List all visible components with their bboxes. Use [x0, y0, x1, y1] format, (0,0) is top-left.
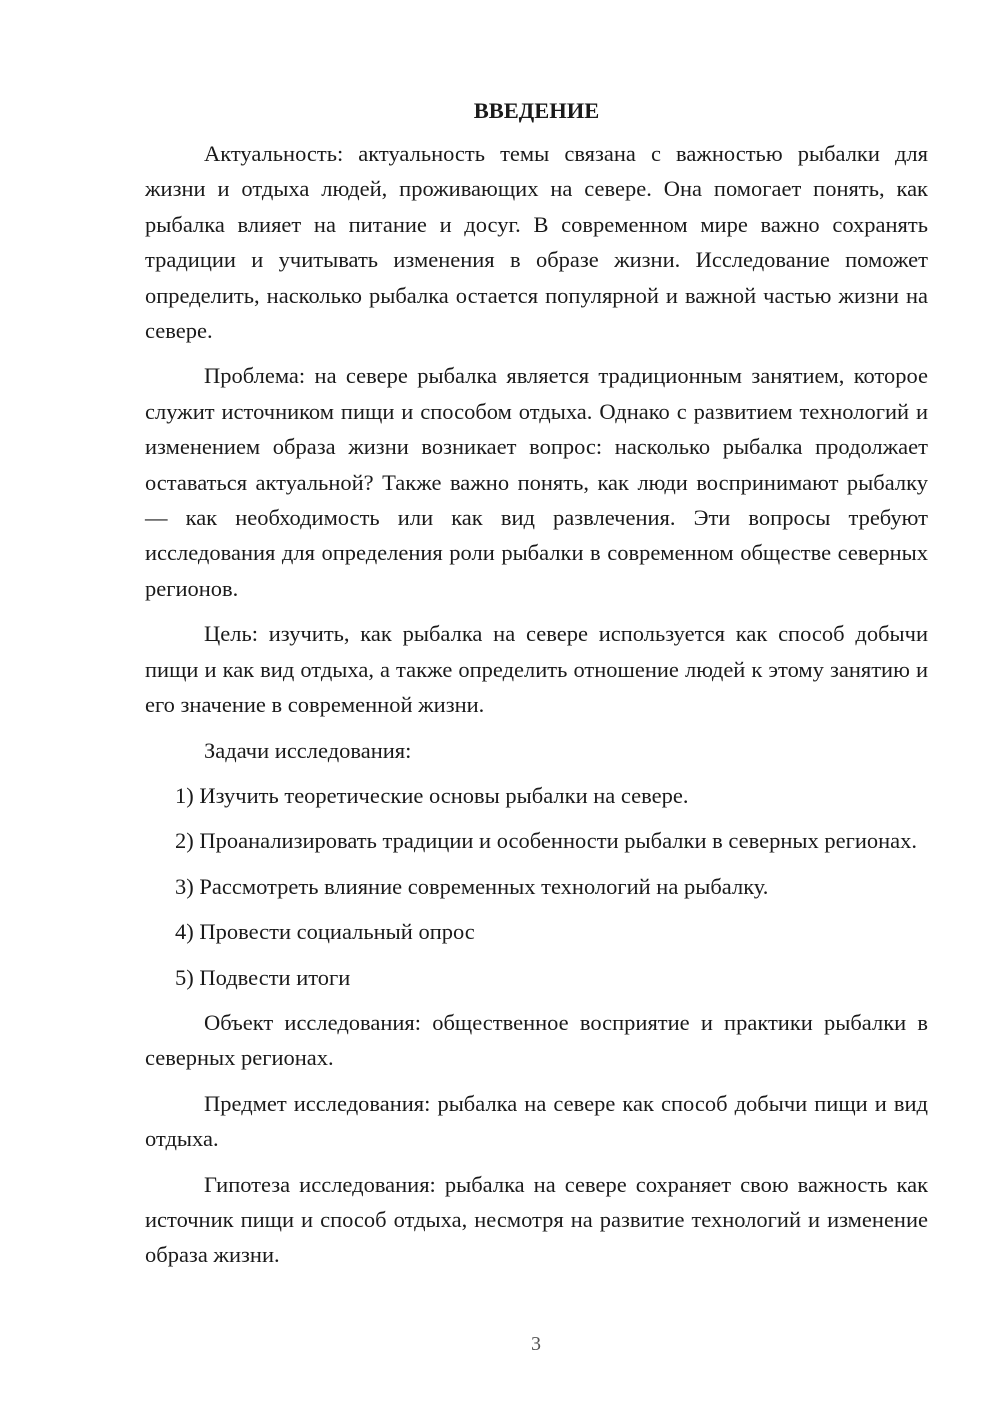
section-title: ВВЕДЕНИЕ	[473, 98, 600, 123]
paragraph-tasks-heading: Задачи исследования:	[204, 737, 412, 763]
task-item-1: 1) Изучить теоретические основы рыбалки на севере.	[175, 782, 689, 808]
paragraph-subject: Предмет исследования: рыбалка на севере как способ добычи пищи и вид отдыха.	[145, 1090, 928, 1152]
task-item-3: 3) Рассмотреть влияние современных технологий на рыбалку.	[175, 873, 769, 899]
paragraph-goal: Цель: изучить, как рыбалка на севере используется как способ добычи пищи и как вид отдыха, а также определить отношение людей к этому занятию и его значение в современной жизни.	[145, 621, 928, 718]
paragraph-hypothesis: Гипотеза исследования: рыбалка на севере сохраняет свою важность как источник пищи и способ отдыха, несмотря на развитие технологий и изменение образа жизни.	[145, 1171, 928, 1268]
task-item-4: 4) Провести социальный опрос	[175, 919, 475, 945]
paragraph-problem: Проблема: на севере рыбалка является традиционным занятием, которое служит источником пищи и способом отдыха. Однако с развитием технологий и изменением образа жизни возникает вопрос: насколько рыбалка продолжает оставаться актуальной? Также важно понять, как люди воспринимают рыбалку — как необходимость или как вид развлечения. Эти вопросы требуют исследования для определения роли рыбалки в современном обществе северных регионов.	[145, 363, 928, 601]
task-item-5: 5) Подвести итоги	[175, 964, 351, 990]
page-number: 3	[531, 1333, 541, 1355]
document-body	[145, 96, 928, 1283]
task-item-2: 2) Проанализировать традиции и особенности рыбалки в северных регионах.	[175, 828, 918, 854]
paragraph-object: Объект исследования: общественное восприятие и практики рыбалки в северных регионах.	[145, 1009, 928, 1071]
paragraph-relevance: Актуальность: актуальность темы связана с важностью рыбалки для жизни и отдыха людей, проживающих на севере. Она помогает понять, как рыбалка влияет на питание и досуг. В современном мире важно сохранять традиции и учитывать изменения в образе жизни. Исследование поможет определить, насколько рыбалка остается популярной и важной частью жизни на севере.	[145, 141, 928, 344]
